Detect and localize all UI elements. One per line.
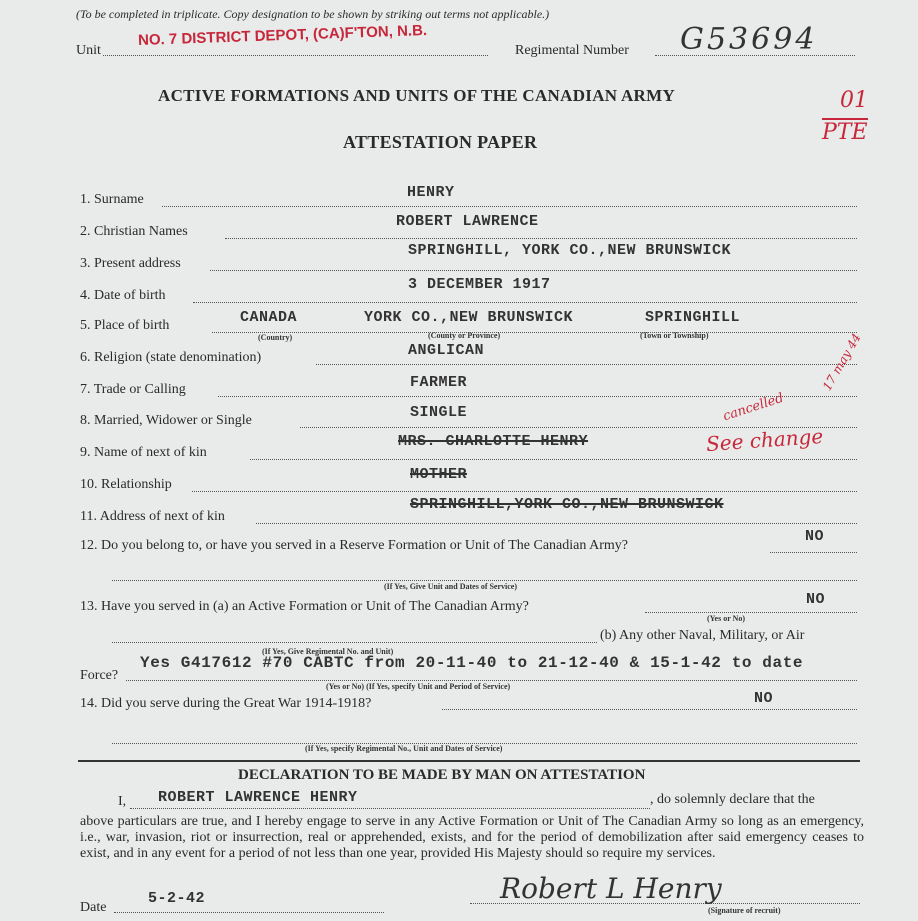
field-value-date-of-birth: 3 DECEMBER 1917 [408,276,551,293]
dotted-line [210,270,857,271]
question-14-note: (If Yes, specify Regimental No., Unit and Dates of Service) [305,744,503,753]
dotted-line [256,523,857,524]
field-label-next-of-kin-address: 11. Address of next of kin [80,509,225,524]
field-value-surname: HENRY [407,184,455,201]
regimental-number-value: G53694 [680,22,818,57]
force-label: Force? [80,668,119,683]
unit-stamp: NO. 7 DISTRICT DEPOT, (CA)F'TON, N.B. [137,21,428,50]
dotted-line [225,238,857,239]
annotation-date: 17 may 44 [819,331,864,393]
field-value-next-of-kin-address: SPRINGHILL,YORK CO.,NEW BRUNSWICK [410,496,724,513]
field-label-relationship: 10. Relationship [80,477,172,492]
question-14-answer: NO [754,690,774,707]
form-title: ACTIVE FORMATIONS AND UNITS OF THE CANADIAN ARMY [158,86,676,105]
field-value-religion: ANGLICAN [408,342,485,359]
dotted-line [770,552,857,553]
dotted-line [112,642,597,643]
section-divider [78,760,860,762]
dotted-line [162,206,857,207]
instruction-text: (To be completed in triplicate. Copy designation to be shown by striking out terms not applicable.) [76,7,550,21]
margin-annotation-bottom: PTE [822,120,868,145]
question-12-note: (If Yes, Give Unit and Dates of Service) [384,582,518,591]
dotted-line [112,580,857,581]
declaration-title: DECLARATION TO BE MADE BY MAN ON ATTESTATION [238,767,646,783]
dotted-line [193,302,857,303]
field-value-next-of-kin: MRS. CHARLOTTE HENRY [398,433,589,450]
county-note: (County or Province) [428,331,501,340]
declaration-line1-tail: , do solemnly declare that the [650,792,815,807]
date-label: Date [80,900,107,915]
field-value-county: YORK CO.,NEW BRUNSWICK [364,309,574,326]
field-label-trade: 7. Trade or Calling [80,382,186,397]
field-value-present-address: SPRINGHILL, YORK CO.,NEW BRUNSWICK [408,242,732,259]
field-value-trade: FARMER [410,374,468,391]
unit-dotted-line [103,55,488,56]
dotted-line [250,459,857,460]
force-note: (Yes or No) (If Yes, specify Unit and Period of Service) [326,682,511,691]
declaration-date: 5-2-42 [148,890,206,907]
dotted-line [442,709,857,710]
question-12-answer: NO [805,528,825,545]
field-label-place-of-birth: 5. Place of birth [80,318,170,333]
field-value-relationship: MOTHER [410,466,468,483]
field-value-marital-status: SINGLE [410,404,468,421]
field-label-next-of-kin: 9. Name of next of kin [80,445,207,460]
question-13b: (b) Any other Naval, Military, or Air [600,628,805,643]
dotted-line [192,491,857,492]
question-14: 14. Did you serve during the Great War 1914-1918? [80,696,372,711]
form-subtitle: ATTESTATION PAPER [343,132,538,152]
recruit-signature: Robert L Henry [500,872,722,905]
regimental-number-label: Regimental Number [515,43,629,58]
field-label-marital-status: 8. Married, Widower or Single [80,413,252,428]
annotation-see-change: See change [705,423,824,457]
question-13b-note: (If Yes, Give Regimental No. and Unit) [262,647,394,656]
question-13: 13. Have you served in (a) an Active Formation or Unit of The Canadian Army? [80,599,529,614]
field-value-town: SPRINGHILL [645,309,741,326]
dotted-line [130,808,650,809]
field-value-christian-names: ROBERT LAWRENCE [396,213,539,230]
dotted-line [126,680,857,681]
field-value-country: CANADA [240,309,298,326]
dotted-line [316,364,857,365]
question-12: 12. Do you belong to, or have you served in a Reserve Formation or Unit of The Canadian Army? [80,538,628,553]
dotted-line [212,332,857,333]
dotted-line [114,912,384,913]
force-answer: Yes G417612 #70 CABTC from 20-11-40 to 21-12-40 & 15-1-42 to date [140,654,804,672]
signature-note: (Signature of recruit) [708,906,781,915]
question-13-answer: NO [806,591,826,608]
dotted-line [645,612,857,613]
declaration-name: ROBERT LAWRENCE HENRY [158,789,358,806]
field-label-date-of-birth: 4. Date of birth [80,288,166,303]
field-label-religion: 6. Religion (state denomination) [80,350,262,365]
margin-annotation-top: 01 [840,88,868,113]
question-13-yes-no-note: (Yes or No) [707,614,746,623]
field-label-surname: 1. Surname [80,192,144,207]
field-label-christian-names: 2. Christian Names [80,224,188,239]
unit-label: Unit [76,43,101,58]
annotation-cancelled: cancelled [721,390,786,425]
town-note: (Town or Township) [640,331,709,340]
field-label-present-address: 3. Present address [80,256,181,271]
declaration-i-label: I, [118,794,127,809]
country-note: (Country) [258,333,293,342]
declaration-body: above particulars are true, and I hereby engage to serve in any Active Formation or Unit of The Canadian Army so long as an emergency, i.e., war, invasion, riot or insurrection, real or apprehended, exists, and for the period of demobilization after said emergency ceases to exist, and in any event for a period of not less than one year, provided His Majesty should so require my services. [80,814,864,861]
